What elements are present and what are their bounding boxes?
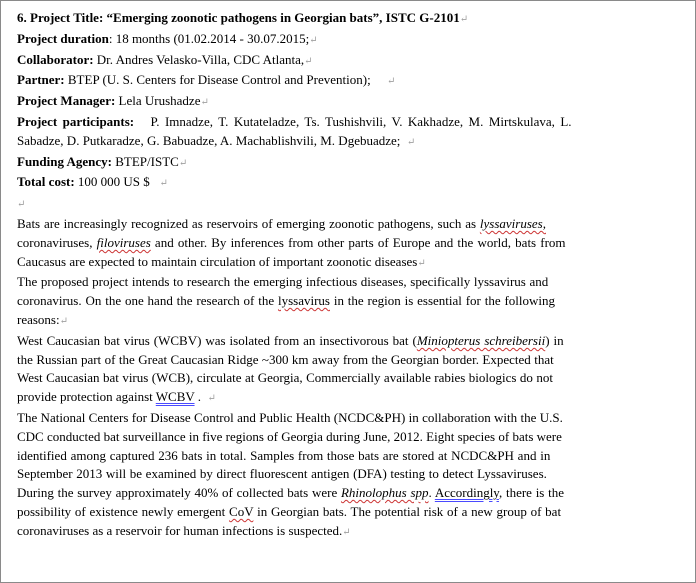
- project-participants: [17, 113, 683, 132]
- paragraph-mark: ↵: [459, 14, 469, 25]
- p2-line3: reasons:↵: [17, 311, 68, 327]
- p3-line1: West Caucasian bat virus (WCBV) was isolated from an insectivorous bat (Miniopterus schreibersii) in: [17, 332, 564, 348]
- p2-line1: The proposed project intends to research the emerging infectious diseases, specifically lyssavirus and: [17, 274, 549, 290]
- p3-line2: the Russian part of the Great Caucasian Ridge ~300 km away from the Georgian border. Expected that: [17, 351, 554, 367]
- p4-line4: September 2013 will be examined by direct fluorescent antigen (DFA) testing to detect Lyssaviruses.: [17, 466, 547, 482]
- collaborator-value: Dr. Andres Velasko-Villa, CDC Atlanta,: [93, 51, 305, 67]
- p1-line1: Bats are increasingly recognized as reservoirs of emerging zoonotic pathogens, such as lyssaviruses,: [17, 215, 546, 231]
- manager-label: Project Manager:: [17, 93, 116, 109]
- p3-line4: provide protection against WCBV . ↵: [17, 389, 216, 405]
- p4-line2: CDC conducted bat surveillance in five regions of Georgia during June, 2012. Eight species of bats were: [17, 428, 562, 444]
- term-rhinolophus: Rhinolophus spp: [340, 485, 429, 501]
- p4-line5: During the survey approximately 40% of collected bats were Rhinolophus spp. Accordingly, there is the: [17, 485, 565, 501]
- cost-value: 100 000 US $: [74, 174, 150, 190]
- cost-label: Total cost:: [17, 174, 75, 190]
- empty-line: ↵: [17, 199, 26, 211]
- term-filoviruses: filoviruses: [96, 234, 151, 250]
- collaborator-label: Collaborator:: [17, 51, 94, 67]
- p4-line1: The National Centers for Disease Control and Public Health (NCDC&PH) in collaboration with the U.S.: [17, 409, 563, 425]
- funding-label: Funding Agency:: [17, 153, 112, 169]
- total-cost: Total cost: 100 000 US $ ↵: [17, 174, 168, 190]
- collaborator: Collaborator: Dr. Andres Velasko-Villa, CDC Atlanta,↵: [17, 51, 313, 67]
- project-participants-cont: Sabadze, D. Putkaradze, G. Babuadze, A. Machablishvili, M. Dgebuadze; ↵: [17, 132, 416, 148]
- p1-line2: coronaviruses, filoviruses and other. By inferences from other parts of Europe and the world, bats from: [17, 234, 566, 250]
- term-lyssaviruses: lyssaviruses,: [479, 215, 546, 231]
- p4-line3: identified among captured 236 bats in total. Samples from those bats are stored at NCDC&PH and in: [17, 447, 551, 463]
- term-miniopterus: Miniopterus schreibersii: [416, 332, 546, 348]
- participants-line2: Sabadze, D. Putkaradze, G. Babuadze, A. Machablishvili, M. Dgebuadze;: [17, 132, 401, 148]
- duration-value: : 18 months (01.02.2014 - 30.07.2015;: [108, 30, 310, 46]
- manager-value: Lela Urushadze: [115, 93, 201, 109]
- p2-line2: coronavirus. On the one hand the research of the lyssavirus in the region is essential for the following: [17, 293, 556, 309]
- term-lyssavirus: lyssavirus: [277, 293, 330, 309]
- partner-label: Partner:: [17, 72, 65, 88]
- participants-label: Project participants:: [17, 113, 135, 129]
- duration-label: Project duration: [17, 30, 109, 46]
- funding-agency: Funding Agency: BTEP/ISTC↵: [17, 153, 188, 169]
- p4-line7: coronaviruses as a reservoir for human infections is suspected.↵: [17, 522, 351, 538]
- term-accordingly: Accordingly: [434, 485, 499, 501]
- partner: Partner: BTEP (U. S. Centers for Disease Control and Prevention); ↵: [17, 72, 396, 88]
- project-duration: Project duration: 18 months (01.02.2014 - 30.07.2015;↵: [17, 30, 318, 46]
- funding-value: BTEP/ISTC: [112, 153, 179, 169]
- p3-line3: West Caucasian bat virus (WCB), circulate at Georgia, Commercially available rabies biologics do not: [17, 370, 553, 386]
- p4-line6: possibility of existence newly emergent CoV in Georgian bats. The potential risk of a new group of bat: [17, 503, 562, 519]
- term-cov: CoV: [229, 503, 254, 519]
- participants-line1: P. Imnadze, T. Kutateladze, Ts. Tushishvili, V. Kakhadze, M. Mirtskulava, L.: [150, 113, 572, 129]
- project-manager: Project Manager: Lela Urushadze↵: [17, 93, 209, 109]
- term-wcbv: WCBV: [155, 389, 195, 405]
- partner-value: BTEP (U. S. Centers for Disease Control and Prevention);: [64, 72, 371, 88]
- p1-line3: Caucasus are expected to maintain circulation of important zoonotic diseases↵: [17, 253, 426, 269]
- project-title: 6. Project Title: “Emerging zoonotic pathogens in Georgian bats”, ISTC G-2101↵: [17, 10, 469, 25]
